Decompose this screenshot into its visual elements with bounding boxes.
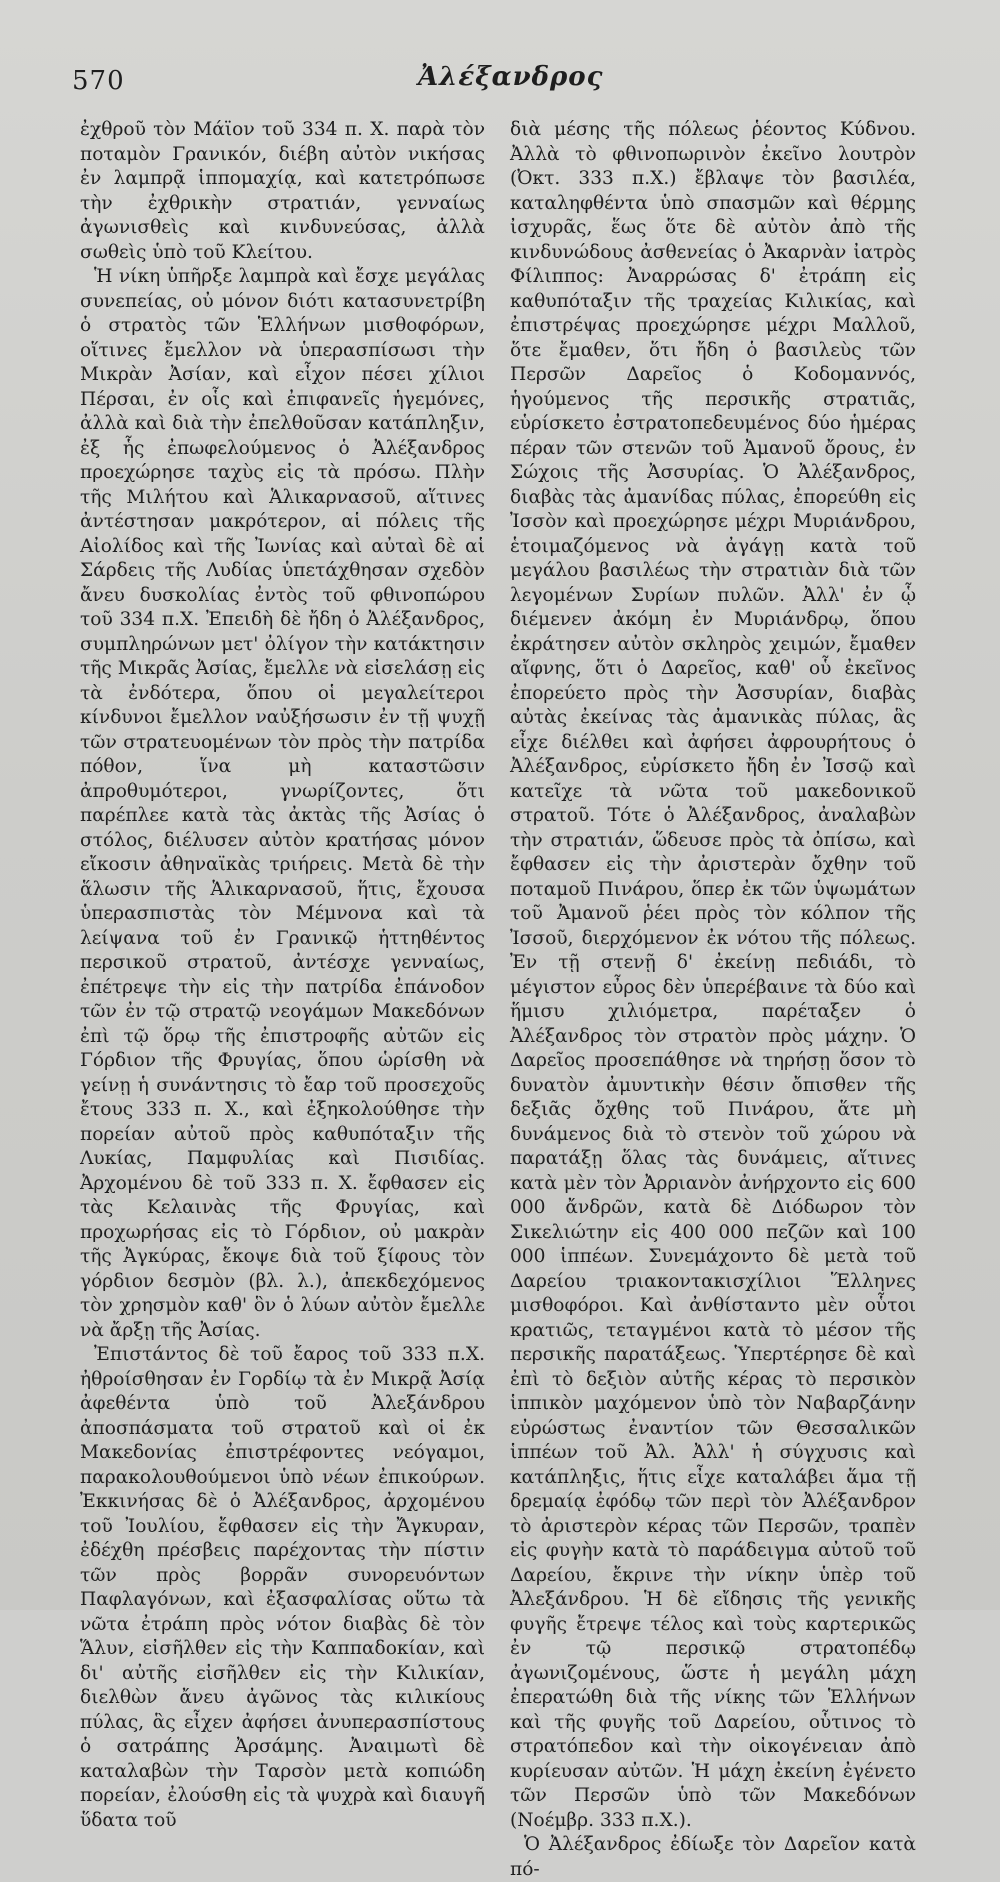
right-column xyxy=(510,118,916,1880)
running-head: Ἀλέξανδρος xyxy=(418,62,604,92)
left-paragraph-3: Ἐπιστάντος δὲ τοῦ ἔαρος τοῦ 333 π.Χ. ἠθροίσθησαν ἐν Γορδίῳ τὰ ἐν Μικρᾷ Ἀσίᾳ ἀφεθέντα ὑπὸ τοῦ Ἀλεξάνδρου ἀποσπάσματα τοῦ στρατοῦ καὶ οἱ ἐκ Μακεδονίας ἐπιστρέφοντες νεόγαμοι, παρακολουθούμενοι ὑπὸ νέων ἐπικούρων. Ἐκκινήσας δὲ ὁ Ἀλέξανδρος, ἀρχομένου τοῦ Ἰουλίου, ἔφθασεν εἰς τὴν Ἄγκυραν, ἐδέχθη πρέσβεις παρέχοντας τὴν πίστιν τῶν πρὸς βορρᾶν συνορευόντων Παφλαγόνων, καὶ ἐξασφαλίσας οὕτω τὰ νῶτα ἐτράπη πρὸς νότον διαβὰς δὲ τὸν Ἅλυν, εἰσῆλθεν εἰς τὴν Καππαδοκίαν, καὶ δι' αὐτῆς εἰσῆλθεν εἰς τὴν Κιλικίαν, διελθὼν ἄνευ ἀγῶνος τὰς κιλικίους πύλας, ἃς εἶχεν ἀφήσει ἀνυπερασπίστους ὁ σατράπης Ἀρσάμης. Ἀναιμωτὶ δὲ καταλαβὼν τὴν Ταρσὸν μετὰ κοπιώδη πορείαν, ἐλούσθη εἰς τὰ ψυχρὰ καὶ διαυγῆ ὕδατα τοῦ xyxy=(80,1344,485,1831)
left-column xyxy=(80,118,485,1831)
page-number: 570 xyxy=(72,66,125,96)
right-paragraph-1: διὰ μέσης τῆς πόλεως ῥέοντος Κύδνου. Ἀλλὰ τὸ φθινοπωρινὸν ἐκεῖνο λουτρὸν (Ὀκτ. 333 π.Χ.) ἔβλαψε τὸν βασιλέα, καταληφθέντα ὑπὸ σπασμῶν καὶ θέρμης ἰσχυρᾶς, ἕως ὅτε δὲ αὐτὸν ἀπὸ τῆς κινδυνώδους ἀσθενείας ὁ Ἀκαρνὰν ἰατρὸς Φίλιππος: Ἀναρρώσας δ' ἐτράπη εἰς καθυπόταξιν τῆς τραχείας Κιλικίας, καὶ ἐπιστρέψας προεχώρησε μέχρι Μαλλοῦ, ὅτε ἔμαθεν, ὅτι ἤδη ὁ βασιλεὺς τῶν Περσῶν Δαρεῖος ὁ Κοδομαννός, ἡγούμενος τῆς περσικῆς στρατιᾶς, εὑρίσκετο ἐστρατοπεδευμένος δύο ἡμέρας πέραν τῶν στενῶν τοῦ Ἀμανοῦ ὄρους, ἐν Σώχοις τῆς Ἀσσυρίας. Ὁ Ἀλέξανδρος, διαβὰς τὰς ἀμανίδας πύλας, ἐπορεύθη εἰς Ἰσσὸν καὶ προεχώρησε μέχρι Μυριάνδρου, ἑτοιμαζόμενος νὰ ἀγάγῃ κατὰ τοῦ μεγάλου βασιλέως τὴν στρατιὰν διὰ τῶν λεγομένων Συρίων πυλῶν. Ἀλλ' ἐν ᾧ διέμενεν ἀκόμη ἐν Μυριάνδρῳ, ὅπου ἐκράτησεν αὐτὸν σκληρὸς χειμών, ἔμαθεν αἴφνης, ὅτι ὁ Δαρεῖος, καθ' οὗ ἐκεῖνος ἐπορεύετο πρὸς τὴν Ἀσσυρίαν, διαβὰς αὐτὰς ἐκείνας τὰς ἀμανικὰς πύλας, ἃς εἶχε διέλθει καὶ ἀφήσει ἀφρουρήτους ὁ Ἀλέξανδρος, εὑρίσκετο ἤδη ἐν Ἰσσῷ καὶ κατεῖχε τὰ νῶτα τοῦ μακεδονικοῦ στρατοῦ. Τότε ὁ Ἀλέξανδρος, ἀναλαβὼν τὴν στρατιάν, ὥδευσε πρὸς τὰ ὀπίσω, καὶ ἔφθασεν εἰς τὴν ἀριστερὰν ὄχθην τοῦ ποταμοῦ Πινάρου, ὅπερ ἐκ τῶν ὑψωμάτων τοῦ Ἀμανοῦ ῥέει πρὸς τὸν κόλπον τῆς Ἰσσοῦ, διερχόμενον ἐκ νότου τῆς πόλεως. Ἐν τῇ στενῇ δ' ἐκείνῃ πεδιάδι, τὸ μέγιστον εὖρος δὲν ὑπερέβαινε τὰ δύο καὶ ἥμισυ χιλιόμετρα, παρέταξεν ὁ Ἀλέξανδρος τὸν στρατὸν πρὸς μάχην. Ὁ Δαρεῖος προσεπάθησε νὰ τηρήσῃ ὅσον τὸ δυνατὸν ἀμυντικὴν θέσιν ὄπισθεν τῆς δεξιᾶς ὄχθης τοῦ Πινάρου, ἅτε μὴ δυνάμενος διὰ τὸ στενὸν τοῦ χώρου νὰ παρατάξῃ ὅλας τὰς δυνάμεις, αἵτινες κατὰ μὲν τὸν Ἀρριανὸν ἀνήρχοντο εἰς 600 000 ἄνδρῶν, κατὰ δὲ Διόδωρον τὸν Σικελιώτην εἰς 400 000 πεζῶν καὶ 100 000 ἱππέων. Συνεμάχοντο δὲ μετὰ τοῦ Δαρείου τριακοντακισχίλιοι Ἕλληνες μισθοφόροι. Καὶ ἀνθίσταντο μὲν οὗτοι κρατιῶς, τεταγμένοι κατὰ τὸ μέσον τῆς περσικῆς παρατάξεως. Ὑπερτέρησε δὲ καὶ ἐπὶ τὸ δεξιὸν αὐτῆς κέρας τὸ περσικὸν ἱππικὸν μαχόμενον ὑπὸ τὸν Ναβαρζάνην εὐρώστως ἐναντίον τῶν Θεσσαλικῶν ἱππέων τοῦ Ἀλ. Ἀλλ' ἡ σύγχυσις καὶ κατάπληξις, ἥτις εἶχε καταλάβει ἅμα τῇ δρεμαίᾳ ἐφόδῳ τῶν περὶ τὸν Ἀλέξανδρον τὸ ἀριστερὸν κέρας τῶν Περσῶν, τραπὲν εἰς φυγὴν κατὰ τὸ παράδειγμα αὐτοῦ τοῦ Δαρείου, ἔκρινε τὴν νίκην ὑπὲρ τοῦ Ἀλεξάνδρου. Ἡ δὲ εἴδησις τῆς γενικῆς φυγῆς ἔτρεψε τέλος καὶ τοὺς καρτερικῶς ἐν τῷ περσικῷ στρατοπέδῳ ἀγωνιζομένους, ὥστε ἡ μεγάλη μάχη ἐπερατώθη διὰ τῆς νίκης τῶν Ἑλλήνων καὶ τῆς φυγῆς τοῦ Δαρείου, οὗτινος τὸ στρατόπεδον καὶ τὴν οἰκογένειαν ἀπὸ κυρίευσαν αὐτῶν. Ἡ μάχη ἐκείνη ἐγένετο τῶν Περσῶν ὑπὸ τῶν Μακεδόνων (Νοέμβρ. 333 π.Χ.). xyxy=(510,119,916,1831)
left-paragraph-2: Ἡ νίκη ὑπῆρξε λαμπρὰ καὶ ἔσχε μεγάλας συνεπείας, οὐ μόνον διότι κατασυνετρίβη ὁ στρατὸς τῶν Ἑλλήνων μισθοφόρων, οἵτινες ἔμελλον νὰ ὑπερασπίσωσι τὴν Μικρὰν Ἀσίαν, καὶ εἶχον πέσει χίλιοι Πέρσαι, ἐν οἷς καὶ ἐπιφανεῖς ἡγεμόνες, ἀλλὰ καὶ διὰ τὴν ἐπελθοῦσαν κατάπληξιν, ἐξ ἧς ἐπωφελούμενος ὁ Ἀλέξανδρος προεχώρησε ταχὺς εἰς τὰ πρόσω. Πλὴν τῆς Μιλήτου καὶ Ἁλικαρνασοῦ, αἵτινες ἀντέστησαν μακρότερον, αἱ πόλεις τῆς Αἰολίδος καὶ τῆς Ἰωνίας καὶ αὐταὶ δὲ αἱ Σάρδεις τῆς Λυδίας ὑπετάχθησαν σχεδὸν ἄνευ δυσκολίας ἐντὸς τοῦ φθινοπώρου τοῦ 334 π.Χ. Ἐπειδὴ δὲ ἤδη ὁ Ἀλέξανδρος, συμπληρώνων μετ' ὀλίγον τὴν κατάκτησιν τῆς Μικρᾶς Ἀσίας, ἔμελλε νὰ εἰσελάσῃ εἰς τὰ ἐνδότερα, ὅπου οἱ μεγαλείτεροι κίνδυνοι ἔμελλον ναὐξήσωσιν ἐν τῇ ψυχῇ τῶν στρατευομένων τὸν πρὸς τὴν πατρίδα πόθον, ἵνα μὴ καταστῶσιν ἀπροθυμότεροι, γνωρίζοντες, ὅτι παρέπλεε κατὰ τὰς ἀκτὰς τῆς Ἀσίας ὁ στόλος, διέλυσεν αὐτὸν κρατήσας μόνον εἴκοσιν ἀθηναϊκὰς τριήρεις. Μετὰ δὲ τὴν ἅλωσιν τῆς Ἁλικαρνασοῦ, ἥτις, ἔχουσα ὑπερασπιστὰς τὸν Μέμνονα καὶ τὰ λείψανα τοῦ ἐν Γρανικῷ ἡττηθέντος περσικοῦ στρατοῦ, ἀντέσχε γενναίως, ἐπέτρεψε τὴν εἰς τὴν πατρίδα ἐπάνοδον τῶν ἐν τῷ στρατῷ νεογάμων Μακεδόνων ἐπὶ τῷ ὅρῳ τῆς ἐπιστροφῆς αὐτῶν εἰς Γόρδιον τῆς Φρυγίας, ὅπου ὡρίσθη νὰ γείνῃ ἡ συνάντησις τὸ ἔαρ τοῦ προσεχοῦς ἔτους 333 π. Χ., καὶ ἐξηκολούθησε τὴν πορείαν αὐτοῦ πρὸς καθυπόταξιν τῆς Λυκίας, Παμφυλίας καὶ Πισιδίας. Ἀρχομένου δὲ τοῦ 333 π. Χ. ἔφθασεν εἰς τὰς Κελαινὰς τῆς Φρυγίας, καὶ προχωρήσας εἰς τὸ Γόρδιον, οὐ μακρὰν τῆς Ἀγκύρας, ἔκοψε διὰ τοῦ ξίφους τὸν γόρδιον δεσμὸν (βλ. λ.), ἀπεκδεχόμενος τὸν χρησμὸν καθ' ὃν ὁ λύων αὐτὸν ἔμελλε νὰ ἄρξῃ τῆς Ἀσίας. xyxy=(80,266,485,1341)
right-paragraph-2: Ὁ Ἀλέξανδρος ἐδίωξε τὸν Δαρεῖον κατὰ πό- xyxy=(510,1834,916,1880)
left-paragraph-1: ἐχθροῦ τὸν Μάϊον τοῦ 334 π. Χ. παρὰ τὸν ποταμὸν Γρανικόν, διέβη αὐτὸν νικήσας ἐν λαμπρᾷ ἱππομαχίᾳ, καὶ κατετρόπωσε τὴν ἐχθρικὴν στρατιάν, γενναίως ἀγωνισθεὶς καὶ κινδυνεύσας, ἀλλὰ σωθεὶς ὑπὸ τοῦ Κλείτου. xyxy=(80,119,485,263)
